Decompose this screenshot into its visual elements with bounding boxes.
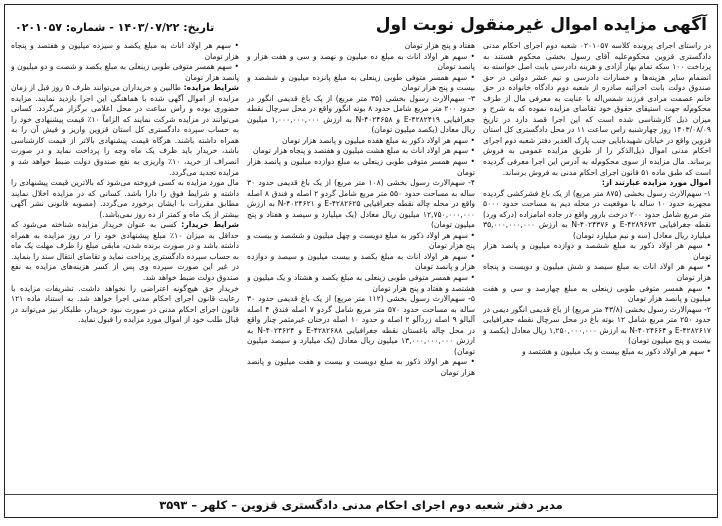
item-1: ۱- سهم‌الارث رسول بخشی (۸۷۵ متر مربع) از یک باغ فشرکشی گردیده مجهزبه حدود ۱۰ ساله با موقعیت در محله دیم به مساحت حدود ۵۰۰۰ متر مربع شامل حدود ۲۰۰ درخت بارور واقع در جاده امامزاده (درکه ورد) نقطه جغرافیایی ۴۲۸۹۶۷۳-E و ۴۰۲۴۳۷۶-N به ارزش ۳۵,۰۰۰,۰۰۰,۰۰۰ میلیارد ریال معادل (سه و نیم میلیارد تومان): [483, 188, 711, 240]
buyer-conditions-text: کسی به عنوان خریدار مزایده شناخته می‌شود که حداقل به میزان ۱۰٪ مبلغ پیشنهادی خود را در روز مزایده به همراه داشته باشد و در صورت برنده شدن، مابقی مبلغ را ظرف مهلت یک ماه به حساب سپرده دادگستری پرداخت نماید و تقاضای انتقال سند را بنماید. در غیر این صورت سپرده وی پس از کسر هزینه‌های مزایده به نفع صندوق دولت ضبط خواهد شد.: [11, 220, 239, 283]
item-3-share-female: • سهم هر اولاد اناث به مبلغ هشت میلیون و هفتصد و پنجاه هزار تومان: [252, 146, 475, 156]
buyer-conditions: [11, 220, 239, 283]
notice-header: [11, 9, 711, 37]
notice-date-number: تاریخ: ۱۴۰۳/۰۷/۲۲ - شماره: ۰۲۰۱۰۵۷: [15, 21, 215, 34]
item-2: ۲- سهم‌الارث رسول بخشی (۴۳/۸ متر مربع) از باغ قدیمی انگور دیمی در حدود ۲۵۰ متر مربع شامل ۱۲ بوته باغ در محل سرچال نقطه جغرافیایی ۴۲۸۲۶۱۷-E و ۴۰۲۴۶۶۴-N به ارزش ۱,۲۵۰,۰۰۰,۰۰۰ ریال معادل (یکصد و بیست و پنج میلیون تومان): [483, 304, 711, 346]
notice-signature: مدیر دفتر شعبه دوم اجرای احکام مدنی دادگستری قزوین – کلهر – ۳۵۹۳: [5, 494, 717, 517]
item-1-share-male: • سهم هر اولاد ذکور به مبلغ ششصد و دوازده میلیون و پانصد هزار تومان: [483, 241, 711, 261]
item-1-share-spouse: • سهم همسر متوفی طوبی زینعلی به مبلغ چهارصد و سی و هفت میلیون و پانصد هزار تومان: [483, 283, 711, 304]
sale-terms: مال مورد مزایده به کسی فروخته می‌شود که بالاترین قیمت پیشنهادی را داشته و شرایط فوق را دارا باشد. کسانی که در مزایده اخلال نمایند مطابق مقررات با ایشان برخورد می‌گردد. (مصوبه قانونی نشر آگهی بیشتر از یک ماه و کمتر از ده روز نمی‌باشد.): [11, 178, 239, 219]
item-2-share-male-cont: هفتاد و پنج هزار تومان: [404, 41, 475, 50]
item-4: ۴- سهم‌الارث رسول بخشی (۱۰۸ متر مربع) از یک باغ قدیمی حدود ۳۰ ساله به مساحت حدود ۵۵۰ متر مربع شامل گردو ۲ اصله و فندق ۸ اصله واقع در محله چاله نقطه جغرافیایی ۴۲۸۲۶۲۵-E و ۴۰۲۴۶۲۱-N به ارزش ۱۲,۷۵۰,۰۰۰,۰۰۰ میلیون ریال معادل (یک میلیارد و سیصد و هفتاد و پنج میلیون تومان): [247, 178, 475, 230]
notice-title: آگهی مزایده اموال غیرمنقول نوبت اول: [375, 15, 707, 35]
auction-conditions-heading: شرایط مزایده:: [183, 83, 239, 93]
item-4-share-spouse: • سهم همسر متوفی طوبی زینعلی به مبلغ یکصد و هشتاد و یک میلیون و هشتصد و هفتاد و پنج هزار تومان: [247, 273, 475, 293]
item-1-share-female: • سهم هر اولاد اناث به مبلغ سیصد و شش میلیون و دویست و پنجاه هزار تومان: [483, 262, 711, 283]
item-5-share-male: • سهم هر اولاد ذکور به مبلغ دویست و بیست و هفت میلیون و پانصد هزار تومان: [247, 357, 475, 377]
closing-terms: خریدار حق هیچ‌گونه اعتراضی را نخواهد داشت. تشریفات مزایده با رعایت قانون اجرای احکام مدنی اجرا خواهد شد. به استناد ماده ۱۲۱ قانون اجرای احکام مدنی در صورت نبود خریدار، طلبکار نیز می‌تواند در قبال طلب خود از اموال مورد مزایده را قبول نماید.: [11, 283, 239, 325]
item-5-share-female: • سهم هر اولاد اناث به مبلغ یکصد و سیزده میلیون و هفتصد و پنجاه هزار تومان: [11, 41, 239, 61]
item-2-share-female: • سهم هر اولاد اناث به مبلغ ده میلیون و نهصد و سی و هفت هزار و پانصد تومان: [247, 51, 475, 72]
column-right: [483, 41, 711, 489]
notice-page: [4, 4, 718, 518]
auction-conditions: [11, 83, 239, 178]
notice-body: [11, 41, 711, 489]
item-4-share-male: • سهم هر اولاد ذکور به مبلغ دویست و چهل میلیون و ششصد و بیست و پنج هزار تومان: [247, 230, 475, 251]
item-3-share-spouse: • سهم همسر متوفی طوبی زینعلی به مبلغ دوازده میلیون و پانصد هزار تومان: [247, 157, 475, 177]
item-5: ۵- سهم‌الارث رسول بخشی (۱۱۲ متر مربع) از یک باغ قدیمی حدود ۳۰ ساله به مساحت حدود ۵۷۰ متر مربع شامل گردو ۷ اصله فندق ۴ اصله آلبالو ۹ اصله زردآلو ۲ اصله و حدود ۱۰ اصله درختان غیرمثمر چنار واقع در محل چاله باغستان نقطه جغرافیایی ۴۲۸۲۶۸۸-E و ۴۰۲۴۶۲۴-N به ارزش ۱۳,۰۰۰,۰۰۰,۰۰۰ میلیون ریال معادل (یک میلیارد و سیصد میلیون تومان): [247, 294, 475, 356]
item-3: ۳- سهم‌الارث رسول بخشی (۳۵ متر مربع) از یک باغ قدیمی انگور در حدود ۲۰۰ متر مربع شامل حدود ۸ بوته انگور واقع در محل سرچال نقطه جغرافیایی ۴۲۸۲۴۱۹-E و ۴۰۲۴۶۵۸-N به ارزش ۱,۰۰۰,۰۰۰,۰۰۰ میلیون ریال معادل (یکصد میلیون تومان): [247, 93, 475, 135]
item-4-share-female: • سهم هر اولاد اناث به مبلغ یکصد و بیست میلیون و سیصد و دوازده هزار و پانصد تومان: [247, 251, 475, 272]
column-middle: [247, 41, 475, 489]
item-3-share-male: • سهم هر اولاد ذکور به مبلغ هفده میلیون و پانصد هزار تومان: [282, 135, 475, 145]
column-left: [11, 41, 239, 489]
intro-paragraph: در راستای اجرای پرونده کلاسه ۰۲۰۱۰۵۷ شعبه دوم اجرای احکام مدنی دادگستری قزوین محکوم‌علیه آقای رسول بخشی محکوم هستند به پرداخت ۱۰۰ سکه تمام بهار آزادی و هزینه دادرسی بابت اصل خواسته به انضمام سایر هزینه‌ها و خسارات دادرسی و نیم عشر دولتی در حق صندوق دولت بابت اجرائیه صادره از شعبه دوم دادگاه خانواده در حق خانم عصمت مرادی فرزند شمس‌اله با عنایت به معرفی مال از طرف محکوم‌له جهت استیفای حقوق خود تقاضای مزایده نموده که به شرح و میزان ذیل کارشناسی شده است که این اجرا قصد دارد در تاریخ ۱۴۰۳/۰۸/۰۹ روز چهارشنبه راس ساعت ۱۱ در محل دادگستری کل استان قزوین واقع در خیابان شهیدبابایی جنب پارک الغدیر دفتر شعبه دوم اجرای احکام مدنی اموال ذیل‌الذکر را از طریق مزایده عمومی به فروش برساند. مال مزایده از سوی محکوم‌له به آدرس این اجرا معرفی گردیده است که طبق ماده ۵۱ قانون اجرای احکام مدنی به فروش برساند.: [483, 41, 711, 177]
buyer-conditions-heading: شرایط خریدار:: [181, 220, 239, 230]
items-heading: اموال مورد مزایده عبارتند از:: [601, 178, 711, 188]
auction-conditions-text: طالبین و خریداران می‌توانند ظرف ۵ روز قبل از زمان مزایده از اموال آگهی شده با هماهنگی این اجرا بازدید نمایند. مزایده حضوری بوده و راس ساعت در محل اعلامی برگزار می‌گردد. کسانی می‌توانند در مزایده شرکت نمایند که الزاماً ۱۰٪ قیمت پیشنهادی خود را به حساب سپرده دادگستری کل استان قزوین واریز و فیش آن را به همراه داشته باشند. هرگاه قیمت پیشنهادی بالاتر از قیمت کارشناسی باشد، خریدار باید ظرف یک ماه وجه را پرداخت نماید و در صورت انصراف از خرید، ۱۰٪ واریزی به نفع صندوق دولت ضبط خواهد شد و مزایده تجدید می‌گردد.: [11, 83, 239, 177]
item-5-share-spouse: • سهم همسر متوفی طوبی زینعلی به مبلغ یکصد و شصت و دو میلیون و پانصد هزار تومان: [11, 62, 239, 82]
item-2-share-male: • سهم هر اولاد ذکور به مبلغ بیست و یک میلیون و هشتصد و: [522, 346, 711, 356]
item-2-share-spouse: • سهم همسر متوفی طوبی زینعلی به مبلغ پانزده میلیون و ششصد و بیست و پنج هزار تومان: [247, 72, 475, 93]
